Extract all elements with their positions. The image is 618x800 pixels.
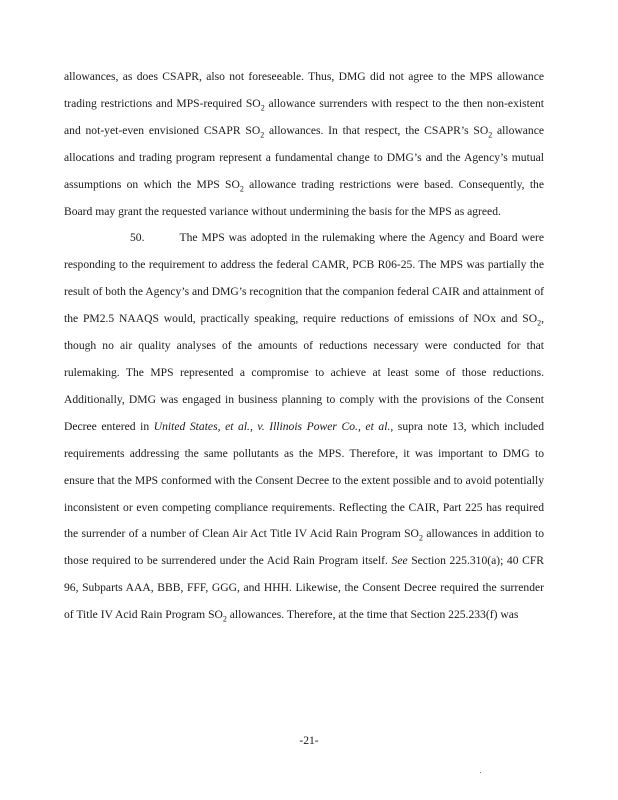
body-text <box>64 64 544 629</box>
paragraph-continuation: allowances, as does CSAPR, also not foreseeable. Thus, DMG did not agree to the MPS allowance trading restrictions and MPS-required $SO_2$ allowance surrenders with respect to the then non-existent and not-yet-even envisioned CSAPR $SO_2$ allowances. In that respect, the CSAPR’s $SO_2$ allowance allocations and trading program represent a fundamental change to DMG’s and the Agency’s mutual assumptions on which the MPS $SO_2$ allowance trading restrictions were based. Consequently, the Board may grant the requested variance without undermining the basis for the MPS as agreed. <box>64 70 544 218</box>
subscript: 2 <box>239 183 244 193</box>
subscript: 2 <box>260 103 265 113</box>
subscript: 2 <box>260 130 265 140</box>
subscript: 2 <box>537 318 542 328</box>
scan-speck <box>480 772 481 773</box>
italic-citation: United States, et al., v. Illinois Power Co., et al. <box>153 419 391 433</box>
subscript: 2 <box>488 130 493 140</box>
page-number: -21- <box>299 734 319 747</box>
paragraph-50-text: The MPS was adopted in the rulemaking where the Agency and Board were responding to the requirement to address the federal CAMR, PCB R06-25. The MPS was partially the result of both the Agency’s and DMG’s recognition that the companion federal CAIR and attainment of the PM2.5 NAAQS would, practically speaking, require reductions of emissions of NOx and $SO_2$, though no air quality analyses of the amounts of reductions necessary were conducted for that rulemaking. The MPS represented a compromise to achieve at least some of those reductions. Additionally, DMG was engaged in business planning to comply with the provisions of the Consent Decree entered in United States, et al., v. Illinois Power Co., et al., supra note 13, which included requirements addressing the same pollutants as the MPS. Therefore, it was important to DMG to ensure that the MPS conformed with the Consent Decree to the extent possible and to avoid potentially inconsistent or even competing compliance requirements. Reflecting the CAIR, Part 225 has required the surrender of a number of Clean Air Act Title IV Acid Rain Program $SO_2$ allowances in addition to those required to be surrendered under the Acid Rain Program itself. See Section 225.310(a); 40 CFR 96, Subparts AAA, BBB, FFF, GGG, and HHH. Likewise, the Consent Decree required the surrender of Title IV Acid Rain Program $SO_2$ allowances. Therefore, at the time that Section 225.233(f) was <box>64 231 544 624</box>
paragraph-50 <box>64 225 544 629</box>
italic-citation: See <box>391 554 408 568</box>
subscript: 2 <box>222 614 227 624</box>
paragraph-number: 50. <box>130 231 145 245</box>
subscript: 2 <box>418 533 423 543</box>
